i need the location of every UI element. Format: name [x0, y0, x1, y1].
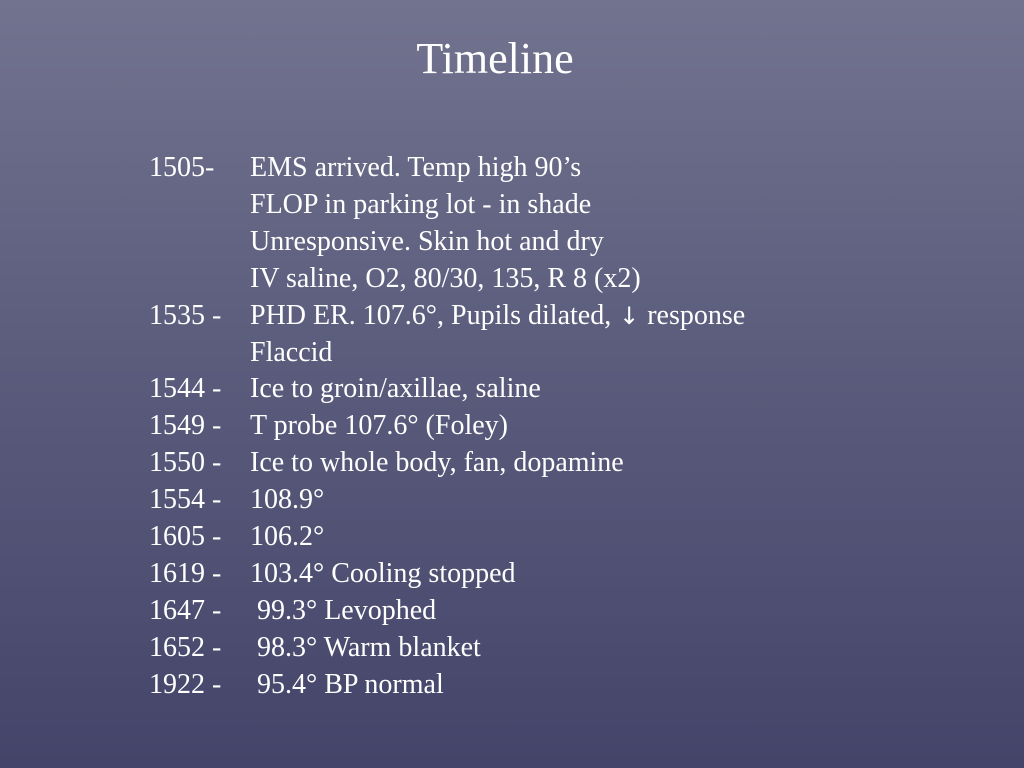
timeline-row [149, 630, 1009, 667]
timeline-time: 1922 - [149, 668, 222, 700]
timeline-text: 95.4° BP normal [250, 668, 444, 700]
timeline-time: 1605 - [149, 521, 222, 553]
timeline-text-after: response [640, 299, 746, 331]
timeline-time: 1652 - [149, 631, 222, 663]
down-arrow-icon: ↓ [619, 301, 640, 330]
timeline-text: 98.3° Warm blanket [250, 631, 481, 663]
timeline-row [149, 408, 1009, 445]
timeline-time [149, 224, 250, 261]
timeline-text: IV saline, O2, 80/30, 135, R 8 (x2) [250, 262, 641, 294]
timeline-row [149, 261, 1009, 298]
timeline-time: 1544 - [149, 373, 222, 405]
timeline-text: Ice to groin/axillae, saline [250, 373, 541, 405]
timeline-text: 106.2° [250, 521, 325, 553]
timeline-time: 1535 - [149, 299, 222, 331]
timeline-time [149, 187, 250, 224]
timeline-row [149, 519, 1009, 556]
timeline-text: T probe 107.6° (Foley) [250, 410, 508, 442]
timeline-time: 1549 - [149, 410, 222, 442]
timeline-time [149, 261, 250, 298]
slide-title: Timeline [416, 34, 574, 83]
timeline-text: Flaccid [250, 336, 333, 368]
timeline-row [149, 445, 1009, 482]
timeline-row [149, 150, 1009, 187]
timeline-row [149, 667, 1009, 704]
timeline-row [149, 593, 1009, 630]
timeline-text: 103.4° Cooling stopped [250, 557, 516, 589]
timeline-text: Unresponsive. Skin hot and dry [250, 225, 604, 257]
timeline-time: 1505- [149, 152, 215, 183]
timeline-text: 99.3° Levophed [250, 594, 437, 626]
timeline-time: 1554 - [149, 484, 222, 516]
timeline-time: 1550 - [149, 447, 222, 479]
timeline-time: 1619 - [149, 557, 222, 589]
timeline-text-before: PHD ER. 107.6°, Pupils dilated, [250, 299, 619, 331]
timeline-row [149, 482, 1009, 519]
timeline-text: FLOP in parking lot - in shade [250, 188, 592, 220]
timeline-row [149, 556, 1009, 593]
timeline-time [149, 335, 250, 372]
timeline-row [149, 298, 1009, 335]
timeline-row [149, 224, 1009, 261]
timeline-row [149, 187, 1009, 224]
timeline-text: Ice to whole body, fan, dopamine [250, 447, 624, 479]
timeline-text: EMS arrived. Temp high 90’s [250, 152, 582, 183]
timeline-time: 1647 - [149, 594, 222, 626]
timeline-list [149, 150, 1009, 704]
timeline-text [250, 298, 1009, 335]
timeline-row [149, 371, 1009, 408]
timeline-text: 108.9° [250, 484, 325, 516]
timeline-row [149, 335, 1009, 372]
